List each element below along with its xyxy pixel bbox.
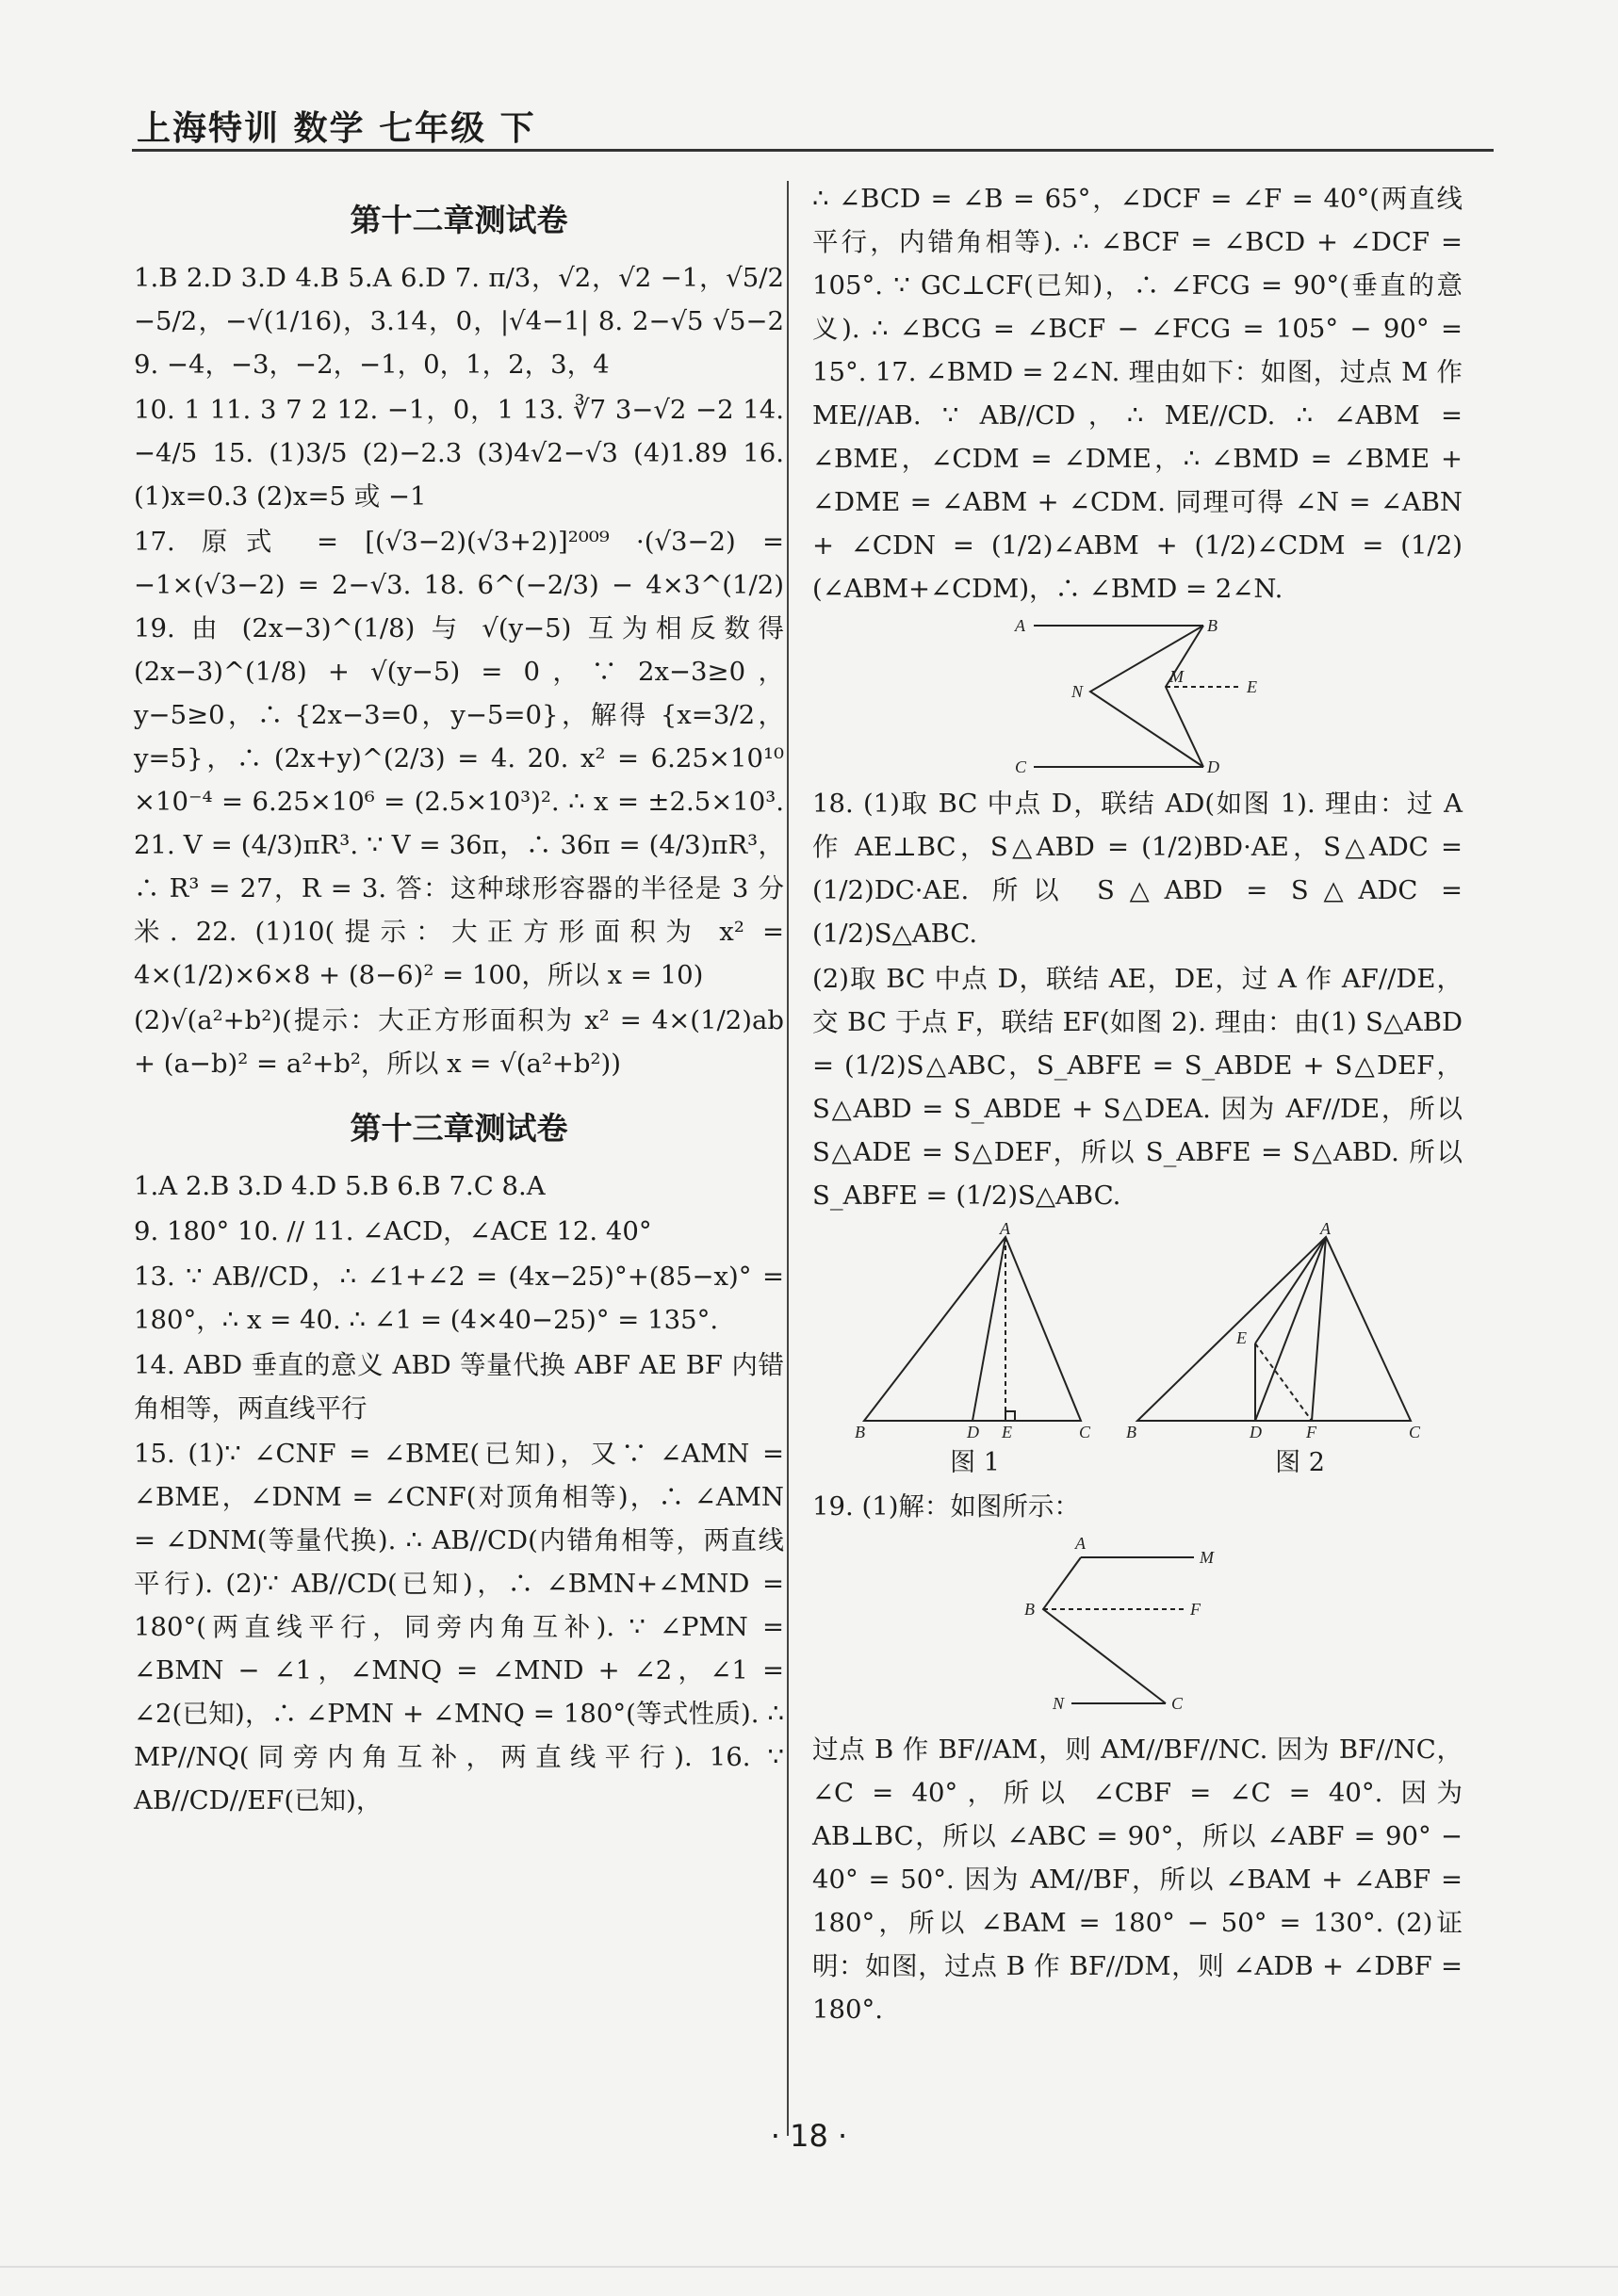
page-header: 上海特训 数学 七年级 下 xyxy=(137,109,536,148)
fig17-label-m: M xyxy=(1169,667,1184,686)
chapter-12-title: 第十二章测试卷 xyxy=(350,202,568,238)
fig18-1-label-e: E xyxy=(1002,1423,1012,1440)
ch12-answers-1: 1.B 2.D 3.D 4.B 5.A 6.D 7. π/3，√2，√2 −1，√5/2 −5/2，−√(1/16)，3.14，0，|√4−1| 8. 2−√5 √5−2 9. −4，−3，−2，−1，0，1，2，3，4 xyxy=(134,263,784,380)
fig18-1-label-c: C xyxy=(1079,1423,1091,1440)
fig17-label-a: A xyxy=(1015,616,1025,635)
ch12-answers-3: 17. 原式 = [(√3−2)(√3+2)]²⁰⁰⁹ ·(√3−2) = −1×(√3−2) = 2−√3. 18. 6^(−2/3) − 4×3^(1/2) 19. 由 (2x−3)^(1/8) 与 √(y−5) 互为相反数得 (2x−3)^(1/8) + √(y−5) = 0，∵ 2x−3≥0，y−5≥0，∴ {2x−3=0，y−5=0}，解得 {x=3/2，y=5}，∴ (2x+y)^(2/3) = 4. 20. x² = 6.25×10¹⁰ ×10⁻⁴ = 6.25×10⁶ = (2.5×10³)². ∴ x = ±2.5×10³. 21. V = (4/3)πR³. ∵ V = 36π，∴ 36π = (4/3)πR³，∴ R³ = 27，R = 3. 答：这种球形容器的半径是 3 分米. 22. (1)10(提示：大正方形面积为 x² = 4×(1/2)×6×8 + (8−6)² = 100，所以 x = 10) xyxy=(134,527,784,990)
fig19-label-c: C xyxy=(1171,1694,1184,1713)
figure-2-caption: 图 2 xyxy=(1275,1448,1325,1477)
answer-16-17: ∴ ∠BCD = ∠B = 65°，∠DCF = ∠F = 40°(两直线平行，内错角相等). ∴ ∠BCF = ∠BCD + ∠DCF = 105°. ∵ GC⊥CF(已知)，∴ ∠FCG = 90°(垂直的意义). ∴ ∠BCG = ∠BCF − ∠FCG = 105° − 90° = 15°. 17. ∠BMD = 2∠N. 理由如下：如图，过点 M 作 ME//AB. ∵ AB//CD，∴ ME//CD. ∴ ∠ABM = ∠BME，∠CDM = ∠DME，∴ ∠BMD = ∠BME + ∠DME = ∠ABM + ∠CDM. 同理可得 ∠N = ∠ABN + ∠CDN = (1/2)∠ABM + (1/2)∠CDM = (1/2)(∠ABM+∠CDM)，∴ ∠BMD = 2∠N. xyxy=(812,184,1463,604)
fig17-label-b: B xyxy=(1207,616,1218,635)
fig18-1-label-d: D xyxy=(967,1423,979,1440)
fig18-2-label-f: F xyxy=(1306,1423,1316,1440)
ch13-answers-1: 1.A 2.B 3.D 4.D 5.B 6.B 7.C 8.A xyxy=(134,1171,546,1201)
fig17-label-d: D xyxy=(1207,757,1219,776)
figure-18-captions xyxy=(812,1441,1463,1485)
answer-18-part1: 18. (1)取 BC 中点 D，联结 AD(如图 1). 理由：过 A 作 AE⊥BC，S△ABD = (1/2)BD·AE，S△ADC = (1/2)DC·AE. 所以 S△ABD = S△ADC = (1/2)S△ABC. xyxy=(812,789,1463,949)
fig17-label-c: C xyxy=(1015,757,1027,776)
chapter-13-title: 第十三章测试卷 xyxy=(350,1110,568,1147)
fig19-label-f: F xyxy=(1190,1600,1201,1619)
figure-17 xyxy=(996,616,1279,776)
fig19-label-a: A xyxy=(1075,1534,1086,1553)
fig18-2-label-e: E xyxy=(1236,1328,1247,1347)
fig17-label-n: N xyxy=(1071,682,1084,701)
left-column xyxy=(134,177,784,2127)
bottom-rule xyxy=(0,2266,1618,2268)
answer-19-body: 过点 B 作 BF//AM，则 AM//BF//NC. 因为 BF//NC，∠C = 40°，所以 ∠CBF = ∠C = 40°. 因为 AB⊥BC，所以 ∠ABC = 90°，所以 ∠ABF = 90° − 40° = 50°. 因为 AM//BF，所以 ∠BAM + ∠ABF = 180°，所以 ∠BAM = 180° − 50° = 130°. (2)证明：如图，过点 B 作 BF//DM，则 ∠ADB + ∠DBF = 180°. xyxy=(812,1734,1463,2025)
answer-19-intro: 19. (1)解：如图所示： xyxy=(812,1491,1080,1522)
fig18-2-label-d: D xyxy=(1250,1423,1262,1440)
ch13-answers-5: 15. (1)∵ ∠CNF = ∠BME(已知)，又∵ ∠AMN = ∠BME，∠DNM = ∠CNF(对顶角相等)，∴ ∠AMN = ∠DNM(等量代换). ∴ AB//CD(内错角相等，两直线平行). (2)∵ AB//CD(已知)，∴ ∠BMN+∠MND = 180°(两直线平行，同旁内角互补). ∵ ∠PMN = ∠BMN − ∠1，∠MNQ = ∠MND + ∠2，∠1 = ∠2(已知)，∴ ∠PMN + ∠MNQ = 180°(等式性质). ∴ MP//NQ(同旁内角互补，两直线平行). 16. ∵ AB//CD//EF(已知)， xyxy=(134,1439,784,1816)
column-divider xyxy=(787,181,789,2136)
page-number: · 18 · xyxy=(770,2118,848,2154)
right-column xyxy=(812,177,1463,2127)
answer-18-part2: (2)取 BC 中点 D，联结 AE，DE，过 A 作 AF//DE，交 BC 于点 F，联结 EF(如图 2). 理由：由(1) S△ABD = (1/2)S△ABC，S_ABFE = S_ABDE + S△DEF，S△ABD = S_ABDE + S△DEA. 因为 AF//DE，所以 S△ADE = S△DEF，所以 S_ABFE = S△ABD. 所以 S_ABFE = (1/2)S△ABC. xyxy=(812,964,1463,1211)
figure-1-caption: 图 1 xyxy=(950,1448,1000,1477)
ch13-answers-3: 13. ∵ AB//CD，∴ ∠1+∠2 = (4x−25)°+(85−x)° = 180°，∴ x = 40. ∴ ∠1 = (4×40−25)° = 135°. xyxy=(134,1262,784,1335)
fig19-label-n: N xyxy=(1053,1694,1065,1713)
fig17-label-e: E xyxy=(1247,677,1257,696)
ch13-answers-4: 14. ABD 垂直的意义 ABD 等量代换 ABF AE BF 内错角相等，两直线平行 xyxy=(134,1350,784,1424)
figure-19 xyxy=(1015,1534,1260,1722)
fig18-1-label-b: B xyxy=(855,1423,865,1440)
ch12-answers-2: 10. 1 11. 3 7 2 12. −1，0，1 13. ∛7 3−√2 −2 14. −4/5 15. (1)3/5 (2)−2.3 (3)4√2−√3 (4)1.89 16. (1)x=0.3 (2)x=5 或 −1 xyxy=(134,395,784,512)
figure-18 xyxy=(836,1223,1439,1440)
ch12-answers-4: (2)√(a²+b²)(提示：大正方形面积为 x² = 4×(1/2)ab + (a−b)² = a²+b²，所以 x = √(a²+b²)) xyxy=(134,1005,784,1079)
header-rule xyxy=(132,149,1494,152)
fig19-label-m: M xyxy=(1200,1548,1214,1567)
fig18-2-label-c: C xyxy=(1409,1423,1421,1440)
ch13-answers-2: 9. 180° 10. // 11. ∠ACD，∠ACE 12. 40° xyxy=(134,1216,652,1246)
fig18-2-label-b: B xyxy=(1126,1423,1136,1440)
fig19-label-b: B xyxy=(1024,1600,1035,1619)
fig18-2-label-a: A xyxy=(1320,1223,1331,1238)
fig18-1-label-a: A xyxy=(1000,1223,1010,1238)
